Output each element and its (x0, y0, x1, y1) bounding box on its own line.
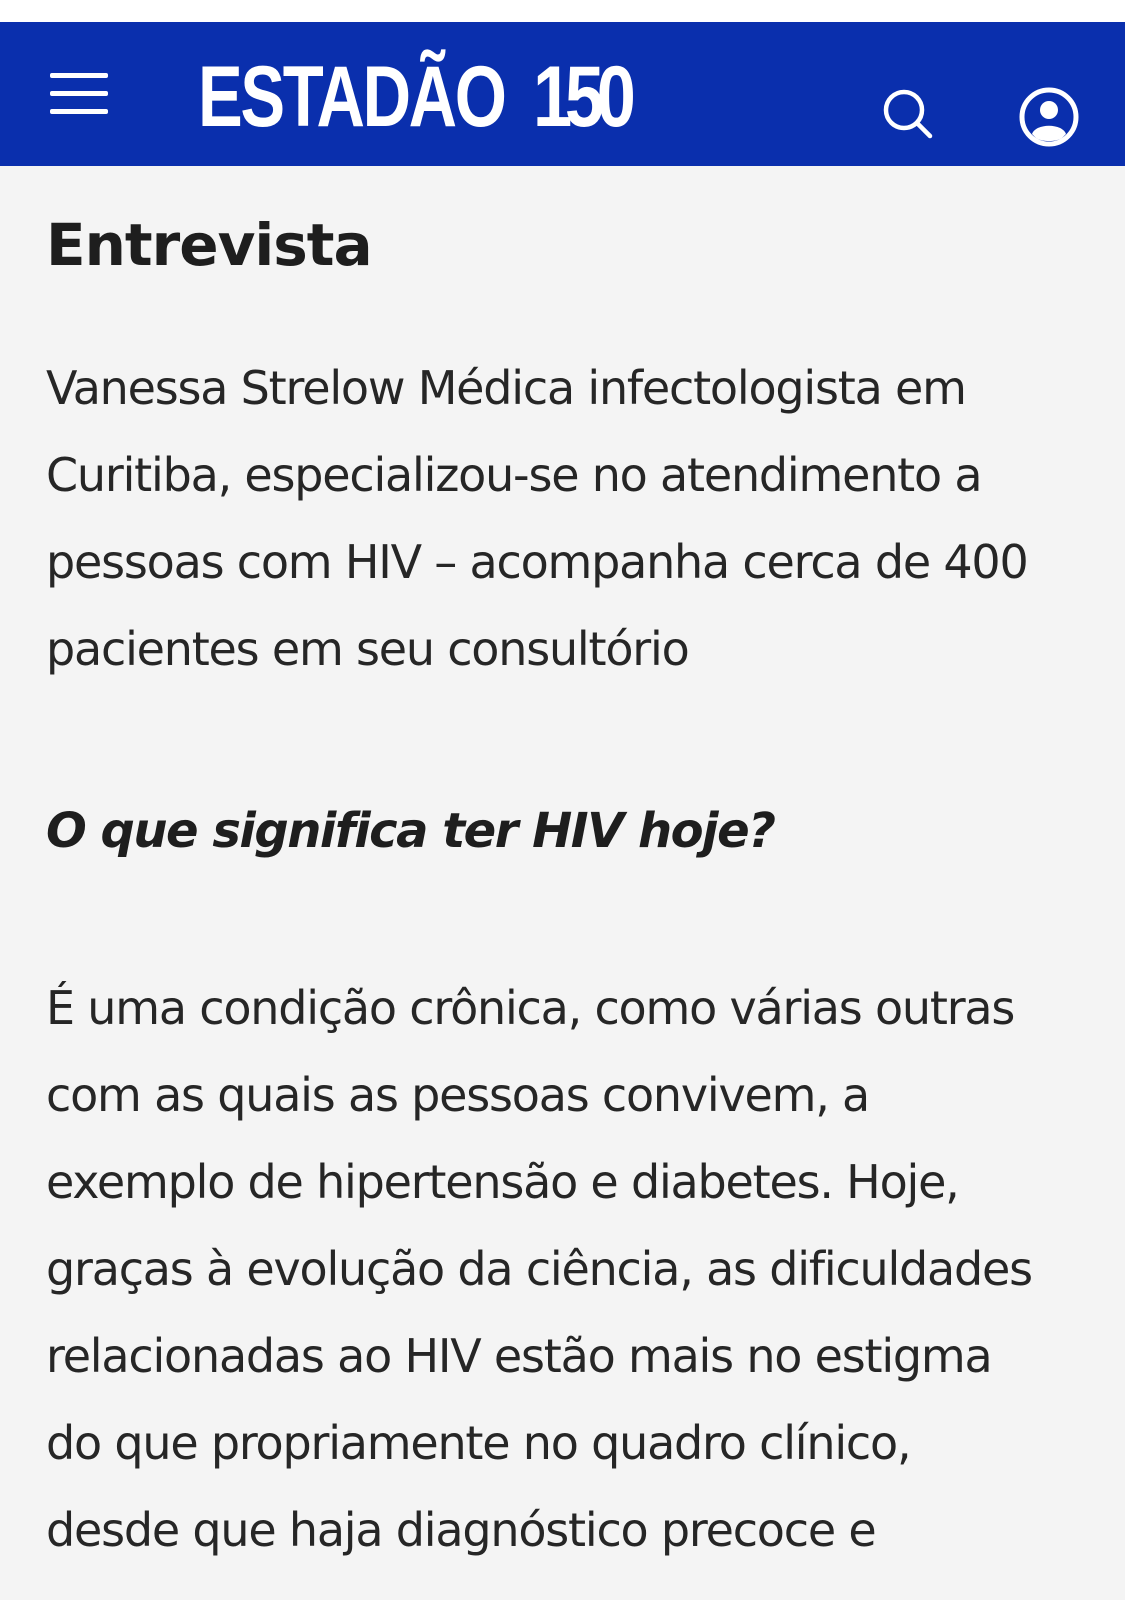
interview-answer (46, 965, 1086, 1574)
answer-line: desde que haja diagnóstico precoce e (46, 1503, 876, 1557)
intro-line: Curitiba, especializou-se no atendimento a (46, 448, 982, 502)
site-header (0, 22, 1125, 166)
answer-line: relacionadas ao HIV estão mais no estigma (46, 1329, 992, 1383)
answer-line: com as quais as pessoas convivem, a (46, 1068, 870, 1122)
answer-line: É uma condição crônica, como várias outras (46, 981, 1015, 1035)
answer-line: graças à evolução da ciência, as dificuldades (46, 1242, 1032, 1296)
interviewee-intro (46, 345, 1086, 693)
intro-line: pessoas com HIV – acompanha cerca de 400 (46, 535, 1028, 589)
user-account-icon[interactable] (1018, 86, 1080, 148)
search-icon[interactable] (878, 84, 938, 144)
section-label: Entrevista (46, 211, 372, 279)
interview-question: O que significa ter HIV hoje? (46, 803, 775, 859)
brand-name: ESTADÃO (198, 48, 505, 145)
answer-line: do que propriamente no quadro clínico, (46, 1416, 911, 1470)
status-strip (0, 0, 1125, 22)
article-body (46, 200, 1086, 1574)
answer-line: exemplo de hipertensão e diabetes. Hoje, (46, 1155, 959, 1209)
hamburger-menu-icon[interactable] (46, 67, 112, 119)
brand-logo[interactable] (198, 48, 650, 145)
brand-number: 150 (533, 48, 629, 145)
intro-line: Vanessa Strelow Médica infectologista em (46, 361, 966, 415)
intro-line: pacientes em seu consultório (46, 622, 689, 676)
